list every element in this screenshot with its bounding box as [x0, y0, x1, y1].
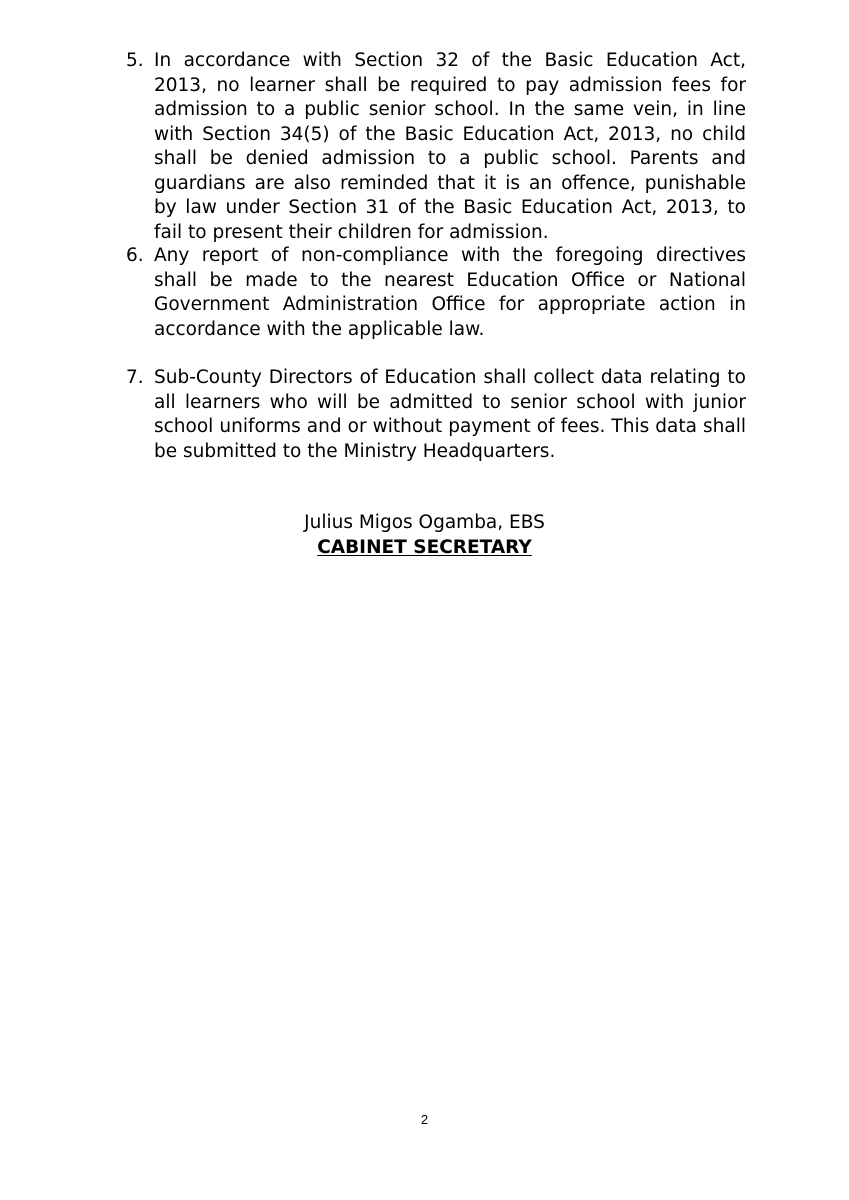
list-item-number: 7.: [126, 367, 144, 388]
list-item-number: 5.: [126, 50, 144, 71]
page-number: 2: [420, 1112, 429, 1127]
signature-block: [0, 511, 849, 560]
signatory-name: Julius Migos Ogamba, EBS: [304, 512, 545, 533]
list-item-text: Any report of non-compliance with the foregoing directives shall be made to the nearest Education Office or National Government Administration Office for appropriate action in accordance with the applicable law.: [154, 245, 746, 340]
list-item: [126, 49, 746, 245]
list-item-number: 6.: [126, 245, 144, 266]
signatory-title: CABINET SECRETARY: [317, 536, 532, 558]
list-item-text: In accordance with Section 32 of the Basic Education Act, 2013, no learner shall be required to pay admission fees for admission to a public senior school. In the same vein, in line with Section 34(5) of the Basic Education Act, 2013, no child shall be denied admission to a public school. Parents and guardians are also reminded that it is an offence, punishable by law under Section 31 of the Basic Education Act, 2013, to fail to present their children for admission.: [154, 50, 746, 243]
list-item: [126, 366, 746, 464]
list-item: [126, 244, 746, 342]
list-item-text: Sub-County Directors of Education shall collect data relating to all learners who will be admitted to senior school with junior school uniforms and or without payment of fees. This data shall be submitted to the Ministry Headquarters.: [154, 367, 746, 462]
